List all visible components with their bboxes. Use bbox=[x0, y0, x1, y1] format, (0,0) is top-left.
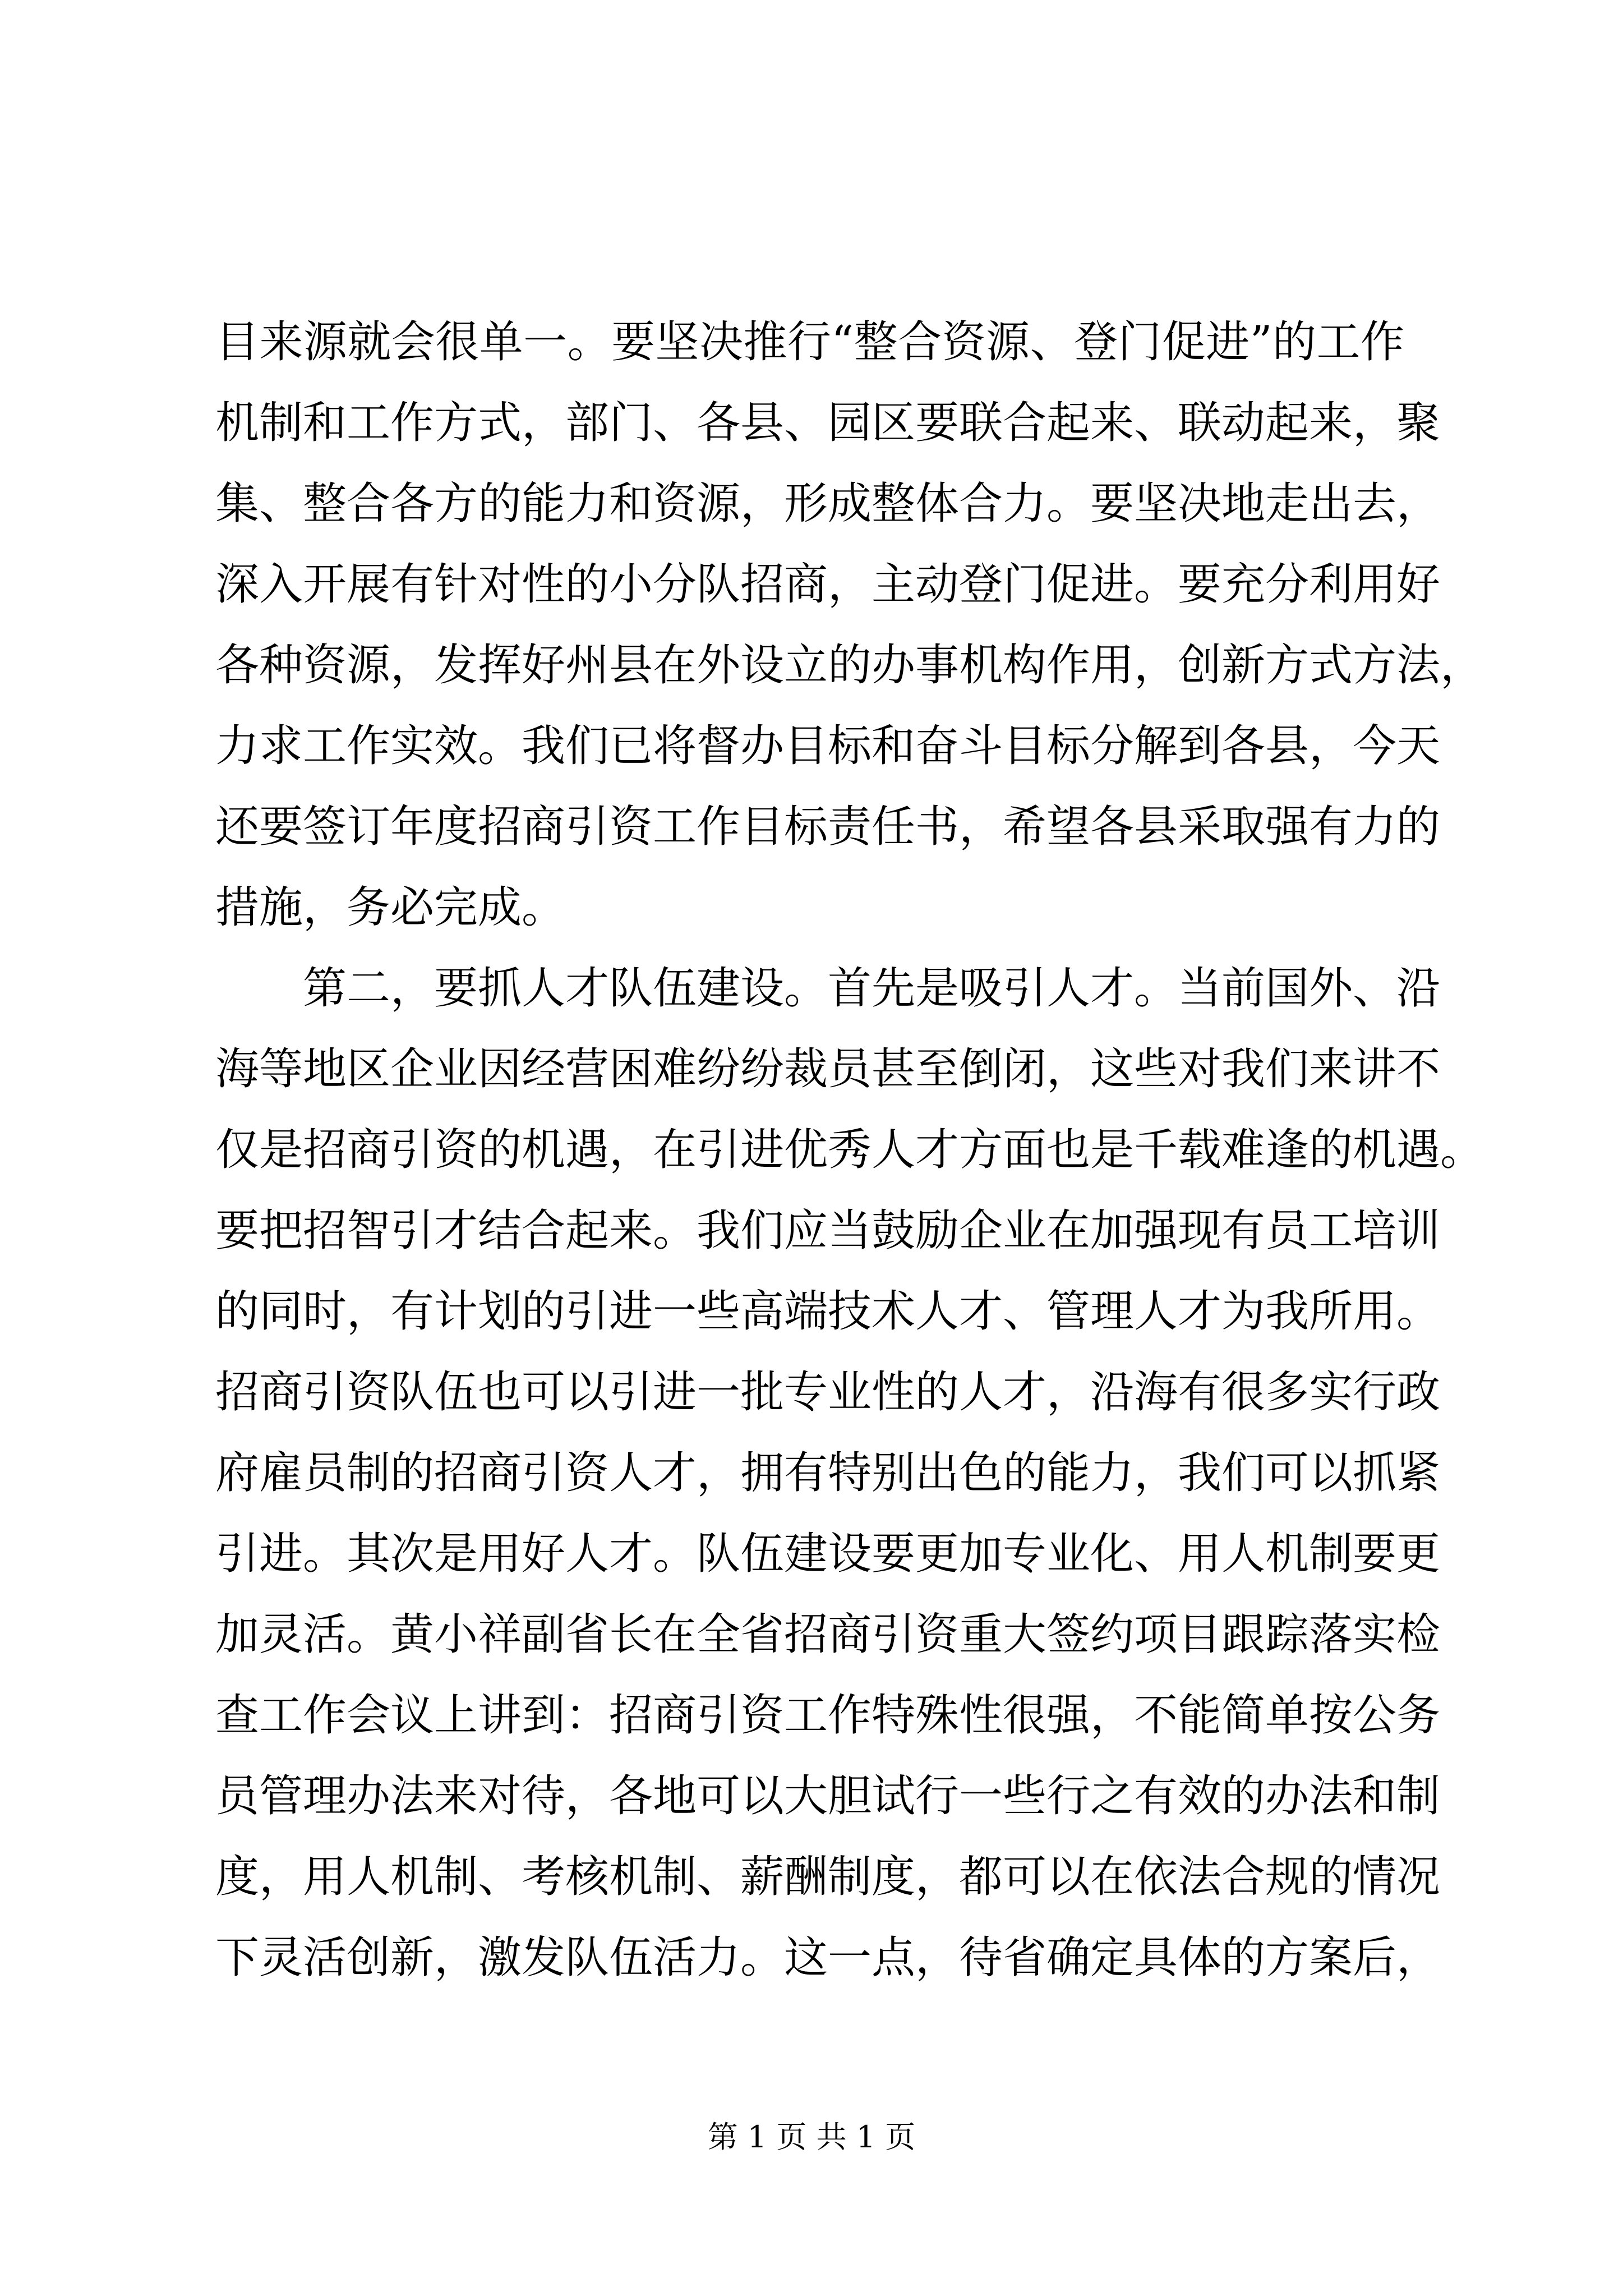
text-line: 措施，务必完成。 bbox=[215, 882, 566, 933]
text-line: 度，用人机制、考核机制、薪酬制度，都可以在依法合规的情况 bbox=[215, 1852, 1441, 1902]
text-line: 员管理办法来对待，各地可以大胆试行一些行之有效的办法和制 bbox=[215, 1771, 1441, 1821]
paragraph-start-line: 第二，要抓人才队伍建设。首先是吸引人才。当前国外、沿 bbox=[303, 963, 1441, 1014]
text-line: 加灵活。黄小祥副省长在全省招商引资重大签约项目跟踪落实检 bbox=[215, 1609, 1441, 1660]
text-line: 要把招智引才结合起来。我们应当鼓励企业在加强现有员工培训 bbox=[215, 1205, 1441, 1256]
body-text bbox=[215, 302, 1484, 1998]
text-line: 还要签订年度招商引资工作目标责任书，希望各县采取强有力的 bbox=[215, 802, 1441, 852]
page-number: 第 1 页 共 1 页 bbox=[707, 2119, 916, 2155]
text-line: 集、整合各方的能力和资源，形成整体合力。要坚决地走出去， bbox=[215, 478, 1441, 529]
text-line: 海等地区企业因经营困难纷纷裁员甚至倒闭，这些对我们来讲不 bbox=[215, 1044, 1441, 1094]
text-line: 的同时，有计划的引进一些高端技术人才、管理人才为我所用。 bbox=[215, 1286, 1441, 1337]
text-line: 深入开展有针对性的小分队招商，主动登门促进。要充分利用好 bbox=[215, 559, 1441, 610]
text-line: 招商引资队伍也可以引进一批专业性的人才，沿海有很多实行政 bbox=[215, 1367, 1441, 1418]
page-footer bbox=[0, 2118, 1623, 2157]
text-line: 目来源就会很单一。要坚决推行“整合资源、登门促进”的工作 bbox=[215, 317, 1404, 367]
text-line: 引进。其次是用好人才。队伍建设要更加专业化、用人机制要更 bbox=[215, 1529, 1441, 1579]
text-line: 力求工作实效。我们已将督办目标和奋斗目标分解到各县，今天 bbox=[215, 721, 1441, 771]
text-line: 机制和工作方式，部门、各县、园区要联合起来、联动起来，聚 bbox=[215, 398, 1441, 448]
text-line: 府雇员制的招商引资人才，拥有特别出色的能力，我们可以抓紧 bbox=[215, 1448, 1441, 1498]
text-line: 查工作会议上讲到：招商引资工作特殊性很强，不能简单按公务 bbox=[215, 1690, 1441, 1741]
text-line: 仅是招商引资的机遇，在引进优秀人才方面也是千载难逢的机遇。 bbox=[215, 1125, 1484, 1175]
text-line: 各种资源，发挥好州县在外设立的办事机构作用，创新方式方法， bbox=[215, 640, 1484, 691]
text-line: 下灵活创新，激发队伍活力。这一点，待省确定具体的方案后， bbox=[215, 1932, 1441, 1983]
